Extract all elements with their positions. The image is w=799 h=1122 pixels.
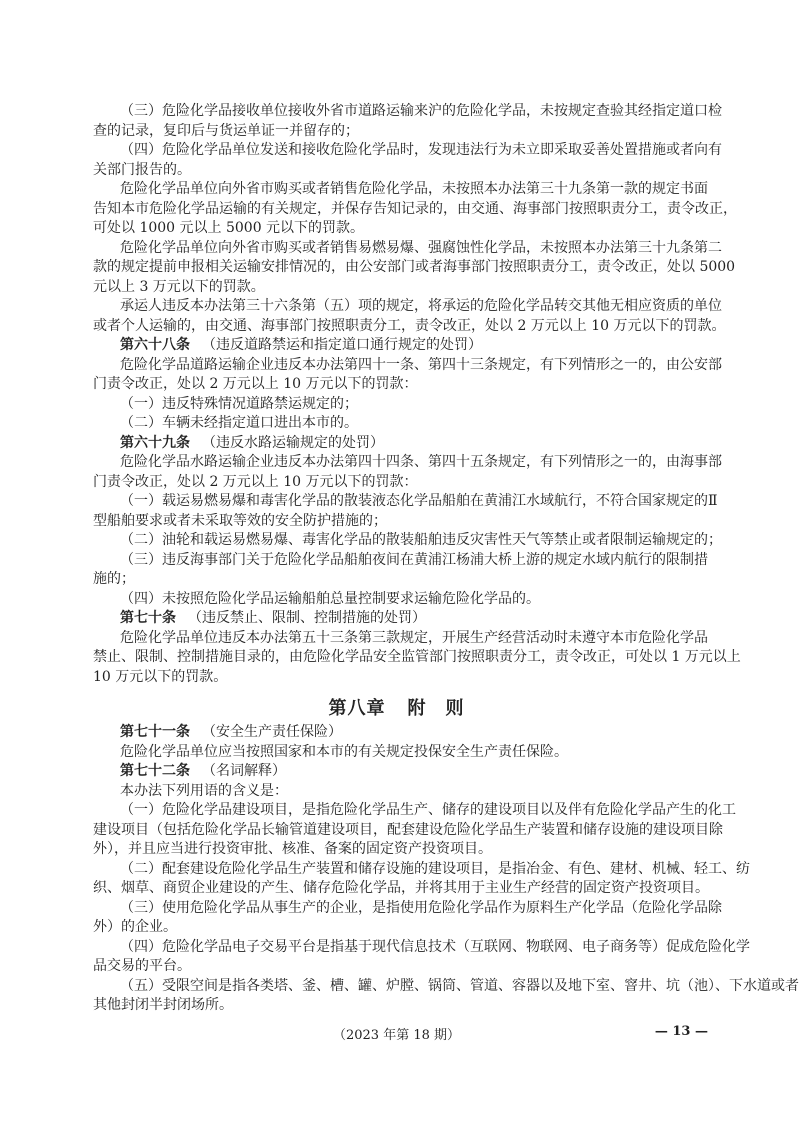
text-line: （三）使用危险化学品从事生产的企业，是指使用危险化学品作为原料生产化学品（危险化学品除	[120, 899, 722, 916]
paragraph	[93, 356, 722, 395]
text-line: （四）危险化学品电子交易平台是指基于现代信息技术（互联网、物联网、电子商务等）促成危险化学	[120, 938, 750, 955]
text-line: 其他封闭半封闭场所。	[93, 997, 233, 1013]
text-line: 危险化学品单位应当按照国家和本市的有关规定投保安全生产责任保险。	[120, 743, 568, 760]
paragraph	[93, 551, 708, 590]
text-line: （二）油轮和载运易燃易爆、毒害化学品的散装船舶违反灾害性天气等禁止或者限制运输规定的；	[120, 532, 722, 548]
chapter-number: 第八章	[328, 698, 386, 719]
text-line: 承运人违反本办法第三十六条第（五）项的规定，将承运的危险化学品转交其他无相应资质的单位	[120, 298, 722, 314]
text-line: （一）载运易燃易爆和毒害化学品的散装液态化学品船舶在黄浦江水域航行，不符合国家规定的Ⅱ	[120, 493, 718, 509]
text-line: 织、烟草、商贸企业建设的产生、储存危险化学品，并将其用于主业生产经营的固定资产投资项目。	[93, 880, 709, 896]
text-line: （三）危险化学品接收单位接收外省市道路运输来沪的危险化学品，未按规定查验其经指定道口检	[120, 103, 722, 119]
section-penalties	[93, 102, 741, 687]
text-line: （一）违反特殊情况道路禁运规定的；	[120, 395, 358, 412]
article-heading	[93, 434, 705, 454]
paragraph	[93, 801, 736, 860]
text-line: 危险化学品单位向外省市购买或者销售易燃易爆、强腐蚀性化学品，未按照本办法第三十九条第二	[120, 239, 722, 256]
paragraph	[93, 239, 736, 298]
text-line: 本办法下列用语的含义是：	[120, 782, 288, 799]
text-line: （四）危险化学品单位发送和接收危险化学品时，发现违法行为未立即采取妥善处置措施或者向有	[120, 142, 722, 158]
text-line: （四）未按照危险化学品运输船舶总量控制要求运输危险化学品的。	[120, 590, 540, 607]
paragraph	[93, 395, 705, 415]
text-line: 或者个人运输的，由交通、海事部门按照职责分工，责令改正，处以 2 万元以上 10 万元以下的罚款。	[93, 317, 726, 334]
article-heading	[93, 336, 705, 356]
article-number: 第七十二条	[120, 763, 190, 779]
article-title: （违反道路禁运和指定道口通行规定的处罚）	[202, 337, 482, 353]
text-line: 品交易的平台。	[93, 958, 191, 974]
text-line: 10 万元以下的罚款。	[93, 668, 228, 685]
article-title: （安全生产责任保险）	[202, 724, 342, 740]
article-number: 第六十九条	[120, 434, 190, 451]
paragraph	[93, 102, 722, 141]
text-line: （二）配套建设危险化学品生产装置和储存设施的建设项目，是指冶金、有色、建材、机械、轻工、纺	[120, 860, 750, 877]
article-title: （违反禁止、限制、控制措施的处罚）	[188, 610, 426, 626]
text-line: 施的；	[93, 571, 135, 587]
article-number: 第六十八条	[120, 337, 190, 353]
text-line: 元以上 3 万元以下的罚款。	[93, 278, 265, 295]
text-line: 门责令改正，处以 2 万元以上 10 万元以下的罚款：	[93, 376, 418, 392]
paragraph	[93, 590, 705, 610]
section-supplementary	[93, 723, 799, 1016]
paragraph	[93, 492, 718, 531]
paragraph	[93, 141, 722, 180]
text-line: 查的记录，复印后与货运单证一并留存的；	[93, 122, 359, 139]
text-line: （二）车辆未经指定道口进出本市的。	[120, 415, 358, 431]
text-line: 危险化学品水路运输企业违反本办法第四十四条、第四十五条规定，有下列情形之一的，由海事部	[120, 454, 722, 470]
text-line: 型船舶要求或者未采取等效的安全防护措施的；	[93, 512, 387, 529]
article-heading	[93, 723, 705, 743]
text-line: （五）受限空间是指各类塔、釜、槽、罐、炉膛、锅筒、管道、容器以及地下室、窨井、坑（池）、下水道或者	[120, 977, 799, 994]
text-line: （三）违反海事部门关于危险化学品船舶夜间在黄浦江杨浦大桥上游的规定水域内航行的限制措	[120, 551, 708, 568]
paragraph	[93, 899, 722, 938]
article-number: 第七十一条	[120, 724, 190, 740]
paragraph	[93, 629, 741, 688]
footer-issue: （2023 年第 18 期）	[332, 1028, 461, 1043]
paragraph	[93, 453, 722, 492]
text-line: （一）危险化学品建设项目，是指危险化学品生产、储存的建设项目以及伴有危险化学品产生的化工	[120, 802, 736, 818]
paragraph	[93, 977, 799, 1016]
paragraph	[93, 743, 705, 763]
article-title: （名词解释）	[202, 763, 286, 779]
paragraph	[93, 782, 705, 802]
paragraph	[93, 180, 737, 239]
text-line: 关部门报告的。	[93, 161, 191, 178]
page-number: — 13 —	[654, 1024, 708, 1039]
text-line: 建设项目（包括危险化学品长输管道建设项目，配套建设危险化学品生产装置和储存设施的建设项目除	[93, 821, 723, 838]
paragraph	[93, 860, 750, 899]
article-title: （违反水路运输规定的处罚）	[202, 434, 384, 451]
text-line: 危险化学品单位违反本办法第五十三条第三款规定，开展生产经营活动时未遵守本市危险化学品	[120, 629, 708, 646]
text-line: 外），并且应当进行投资审批、核准、备案的固定资产投资项目。	[93, 841, 492, 857]
paragraph	[93, 531, 722, 551]
chapter-heading	[0, 694, 793, 720]
text-line: 外）的企业。	[93, 919, 177, 935]
text-line: 款的规定提前申报相关运输安排情况的，由公安部门或者海事部门按照职责分工，责令改正，处以 5000	[93, 259, 736, 275]
text-line: 禁止、限制、控制措施目录的，由危险化学品安全监管部门按照职责分工，责令改正，可处以 1 万元以上	[93, 649, 741, 665]
article-heading	[93, 762, 705, 782]
article-heading	[93, 609, 705, 629]
text-line: 告知本市危险化学品运输的有关规定，并保存告知记录的，由交通、海事部门按照职责分工，责令改正，	[93, 200, 737, 217]
paragraph	[93, 414, 705, 434]
text-line: 可处以 1000 元以上 5000 元以下的罚款。	[93, 220, 365, 236]
article-number: 第七十条	[120, 610, 176, 626]
text-line: 危险化学品道路运输企业违反本办法第四十一条、第四十三条规定，有下列情形之一的，由公安部	[120, 356, 722, 373]
paragraph	[93, 297, 726, 336]
paragraph	[93, 938, 750, 977]
chapter-title: 附 则	[407, 698, 465, 719]
text-line: 危险化学品单位向外省市购买或者销售危险化学品，未按照本办法第三十九条第一款的规定书面	[120, 181, 708, 197]
text-line: 门责令改正，处以 2 万元以上 10 万元以下的罚款：	[93, 473, 418, 490]
